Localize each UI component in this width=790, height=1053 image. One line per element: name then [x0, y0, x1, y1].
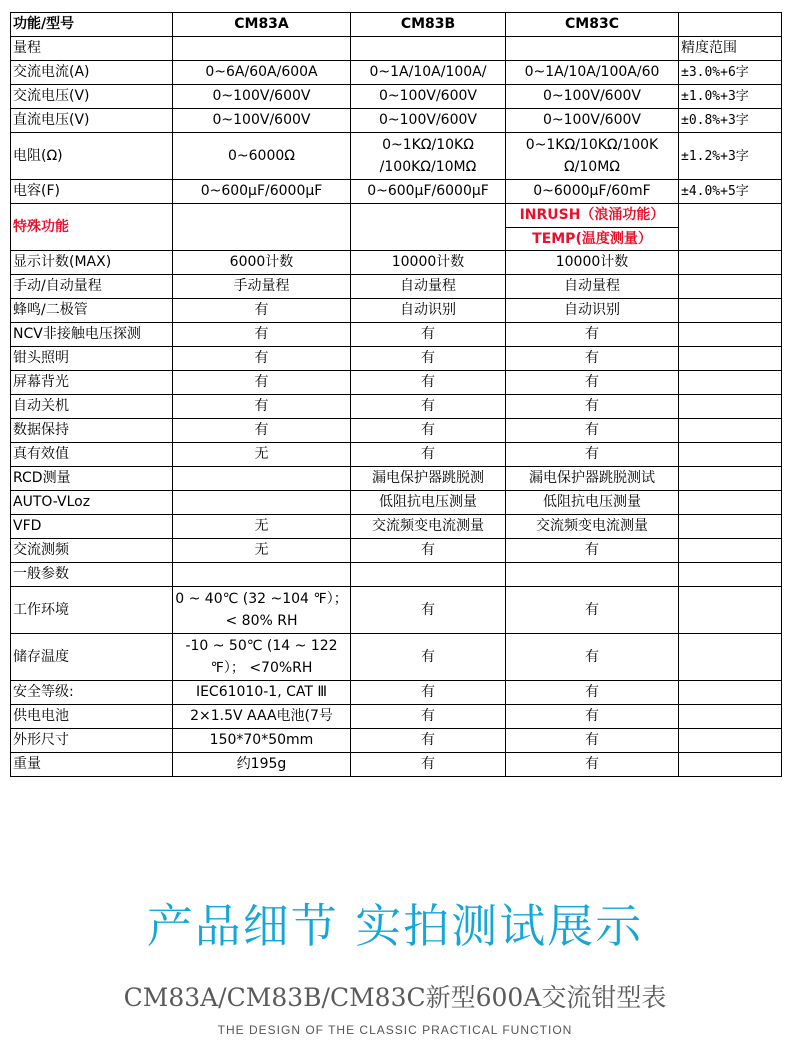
table-cell: 有 [506, 587, 679, 634]
table-cell [679, 729, 782, 753]
row-label: 蜂鸣/二极管 [11, 299, 173, 323]
precision-cell: ±4.0%+5字 [679, 180, 782, 204]
row-label: AUTO-VLoz [11, 491, 173, 515]
table-cell: 10000计数 [506, 251, 679, 275]
row-label: 手动/自动量程 [11, 275, 173, 299]
table-cell [679, 419, 782, 443]
table-cell [679, 371, 782, 395]
table-cell: 漏电保护器跳脱测试 [506, 467, 679, 491]
table-cell: 有 [173, 299, 351, 323]
table-cell: 10000计数 [351, 251, 506, 275]
table-cell [173, 563, 351, 587]
table-row [11, 443, 782, 467]
table-cell: 有 [351, 587, 506, 634]
header-cell-cm83b: CM83B [351, 13, 506, 37]
table-cell: -10 ~ 50℃ (14 ~ 122 ℉）； <70%RH [173, 634, 351, 681]
table-cell [679, 587, 782, 634]
row-label: 电容(F) [11, 180, 173, 204]
table-cell: 自动识别 [506, 299, 679, 323]
row-label: RCD测量 [11, 467, 173, 491]
table-row [11, 275, 782, 299]
table-row [11, 753, 782, 777]
table-cell: 约195g [173, 753, 351, 777]
table-cell: 有 [351, 419, 506, 443]
table-cell: 0~100V/600V [173, 85, 351, 109]
table-cell: 有 [351, 347, 506, 371]
table-cell [679, 467, 782, 491]
table-row [11, 85, 782, 109]
table-cell: 有 [351, 634, 506, 681]
table-cell: 交流频变电流测量 [506, 515, 679, 539]
table-cell: 0~100V/600V [506, 85, 679, 109]
row-label: 安全等级: [11, 681, 173, 705]
table-row [11, 299, 782, 323]
table-cell: 有 [351, 323, 506, 347]
table-cell [173, 467, 351, 491]
table-cell: 有 [506, 539, 679, 563]
table-row [11, 419, 782, 443]
header-cell-feature: 功能/型号 [11, 13, 173, 37]
table-cell: 0~1A/10A/100A/ [351, 61, 506, 85]
temp-label: TEMP(温度测量） [532, 231, 652, 247]
table-cell [679, 753, 782, 777]
table-cell [679, 681, 782, 705]
spec-table [10, 12, 782, 777]
row-label: 储存温度 [11, 634, 173, 681]
table-cell: 0~6000μF/60mF [506, 180, 679, 204]
row-label: 直流电压(V) [11, 109, 173, 133]
table-cell [679, 395, 782, 419]
design-tagline: THE DESIGN OF THE CLASSIC PRACTICAL FUNCTION [217, 1023, 573, 1037]
header-cell-cm83c: CM83C [506, 13, 679, 37]
row-label: 数据保持 [11, 419, 173, 443]
table-cell: 有 [506, 634, 679, 681]
table-row [11, 133, 782, 180]
table-cell: 低阻抗电压测量 [506, 491, 679, 515]
row-label: 屏幕背光 [11, 371, 173, 395]
table-cell: 有 [173, 371, 351, 395]
table-cell: 2×1.5V AAA电池(7号 [173, 705, 351, 729]
table-cell: 低阻抗电压测量 [351, 491, 506, 515]
table-cell [679, 443, 782, 467]
header-cell-blank [679, 13, 782, 37]
row-label: 交流电流(A) [11, 61, 173, 85]
table-cell: 有 [351, 681, 506, 705]
table-cell: 有 [173, 323, 351, 347]
table-cell [679, 251, 782, 275]
table-cell: 0~1KΩ/10KΩ /100KΩ/10MΩ [351, 133, 506, 180]
table-cell [173, 491, 351, 515]
table-row [11, 587, 782, 634]
table-cell: 有 [506, 729, 679, 753]
inrush-label: INRUSH（浪涌功能） [506, 204, 678, 228]
table-cell: 无 [173, 443, 351, 467]
table-row [11, 705, 782, 729]
table-cell [173, 204, 351, 251]
row-label: 量程 [11, 37, 173, 61]
table-cell: 有 [506, 705, 679, 729]
row-label: 一般参数 [11, 563, 173, 587]
row-label: 外形尺寸 [11, 729, 173, 753]
table-row [11, 61, 782, 85]
table-cell: 有 [351, 443, 506, 467]
table-cell: 无 [173, 515, 351, 539]
table-row [11, 251, 782, 275]
table-cell [679, 204, 782, 251]
table-cell: 0~1A/10A/100A/60 [506, 61, 679, 85]
table-cell: 自动量程 [506, 275, 679, 299]
table-row [11, 180, 782, 204]
table-row [11, 539, 782, 563]
table-row [11, 681, 782, 705]
precision-cell: ±0.8%+3字 [679, 109, 782, 133]
table-header-row [11, 13, 782, 37]
row-label: 真有效值 [11, 443, 173, 467]
table-row [11, 515, 782, 539]
table-cell: 漏电保护器跳脱测 [351, 467, 506, 491]
precision-cell: ±3.0%+6字 [679, 61, 782, 85]
table-cell: 有 [506, 371, 679, 395]
precision-header: 精度范围 [679, 37, 782, 61]
table-cell: 0~600μF/6000μF [173, 180, 351, 204]
table-cell: 自动量程 [351, 275, 506, 299]
table-cell: 有 [506, 443, 679, 467]
table-cell: 0~6000Ω [173, 133, 351, 180]
row-label: NCV非接触电压探测 [11, 323, 173, 347]
table-cell [679, 563, 782, 587]
table-cell: 0~6A/60A/600A [173, 61, 351, 85]
table-row [11, 729, 782, 753]
table-cell: 有 [506, 753, 679, 777]
table-cell: 有 [506, 347, 679, 371]
table-row [11, 371, 782, 395]
table-cell [679, 634, 782, 681]
table-cell: 有 [351, 539, 506, 563]
special-function-cell [506, 204, 679, 251]
table-row [11, 347, 782, 371]
table-cell [679, 275, 782, 299]
table-cell [351, 563, 506, 587]
special-function-label: 特殊功能 [11, 204, 173, 251]
table-cell: 0~100V/600V [173, 109, 351, 133]
table-cell: 有 [506, 681, 679, 705]
row-label: 工作环境 [11, 587, 173, 634]
table-cell: 有 [351, 753, 506, 777]
table-cell: 有 [506, 395, 679, 419]
table-cell [679, 299, 782, 323]
table-cell [506, 37, 679, 61]
table-row [11, 323, 782, 347]
table-cell: 0~100V/600V [351, 85, 506, 109]
table-cell: 有 [506, 323, 679, 347]
table-cell: 有 [173, 395, 351, 419]
table-cell [679, 515, 782, 539]
product-subtitle: CM83A/CM83B/CM83C新型600A交流钳型表 [123, 983, 667, 1012]
table-cell [351, 204, 506, 251]
table-cell [679, 347, 782, 371]
table-cell: 有 [173, 347, 351, 371]
table-cell: 0~600μF/6000μF [351, 180, 506, 204]
row-label: 重量 [11, 753, 173, 777]
row-label: 电阻(Ω) [11, 133, 173, 180]
table-cell: 交流频变电流测量 [351, 515, 506, 539]
table-row [11, 491, 782, 515]
table-row [11, 634, 782, 681]
table-row-special [11, 204, 782, 251]
table-row [11, 563, 782, 587]
table-cell [679, 705, 782, 729]
table-cell: 有 [173, 419, 351, 443]
table-row [11, 395, 782, 419]
precision-cell: ±1.0%+3字 [679, 85, 782, 109]
table-row [11, 467, 782, 491]
table-cell [506, 563, 679, 587]
table-cell: 有 [351, 729, 506, 753]
table-cell: 有 [351, 705, 506, 729]
table-cell [173, 37, 351, 61]
row-label: 自动关机 [11, 395, 173, 419]
row-label: 钳头照明 [11, 347, 173, 371]
table-cell: 6000计数 [173, 251, 351, 275]
table-cell: 0~1KΩ/10KΩ/100K Ω/10MΩ [506, 133, 679, 180]
row-label: 供电电池 [11, 705, 173, 729]
table-cell: 无 [173, 539, 351, 563]
table-cell [679, 323, 782, 347]
table-cell [351, 37, 506, 61]
table-cell: 自动识别 [351, 299, 506, 323]
table-cell [679, 491, 782, 515]
table-cell: 有 [506, 419, 679, 443]
table-cell [679, 539, 782, 563]
table-cell: 手动量程 [173, 275, 351, 299]
table-cell: 150*70*50mm [173, 729, 351, 753]
row-label: 显示计数(MAX) [11, 251, 173, 275]
table-cell: 0~100V/600V [506, 109, 679, 133]
table-cell: 有 [351, 371, 506, 395]
table-cell: IEC61010-1, CAT Ⅲ [173, 681, 351, 705]
table-row [11, 109, 782, 133]
table-cell: 有 [351, 395, 506, 419]
table-row [11, 37, 782, 61]
table-cell: 0 ~ 40℃ (32 ~104 ℉）； < 80% RH [173, 587, 351, 634]
section-headline: 产品细节 实拍测试展示 [146, 899, 644, 953]
precision-cell: ±1.2%+3字 [679, 133, 782, 180]
table-cell: 0~100V/600V [351, 109, 506, 133]
row-label: VFD [11, 515, 173, 539]
header-cell-cm83a: CM83A [173, 13, 351, 37]
row-label: 交流测频 [11, 539, 173, 563]
row-label: 交流电压(V) [11, 85, 173, 109]
